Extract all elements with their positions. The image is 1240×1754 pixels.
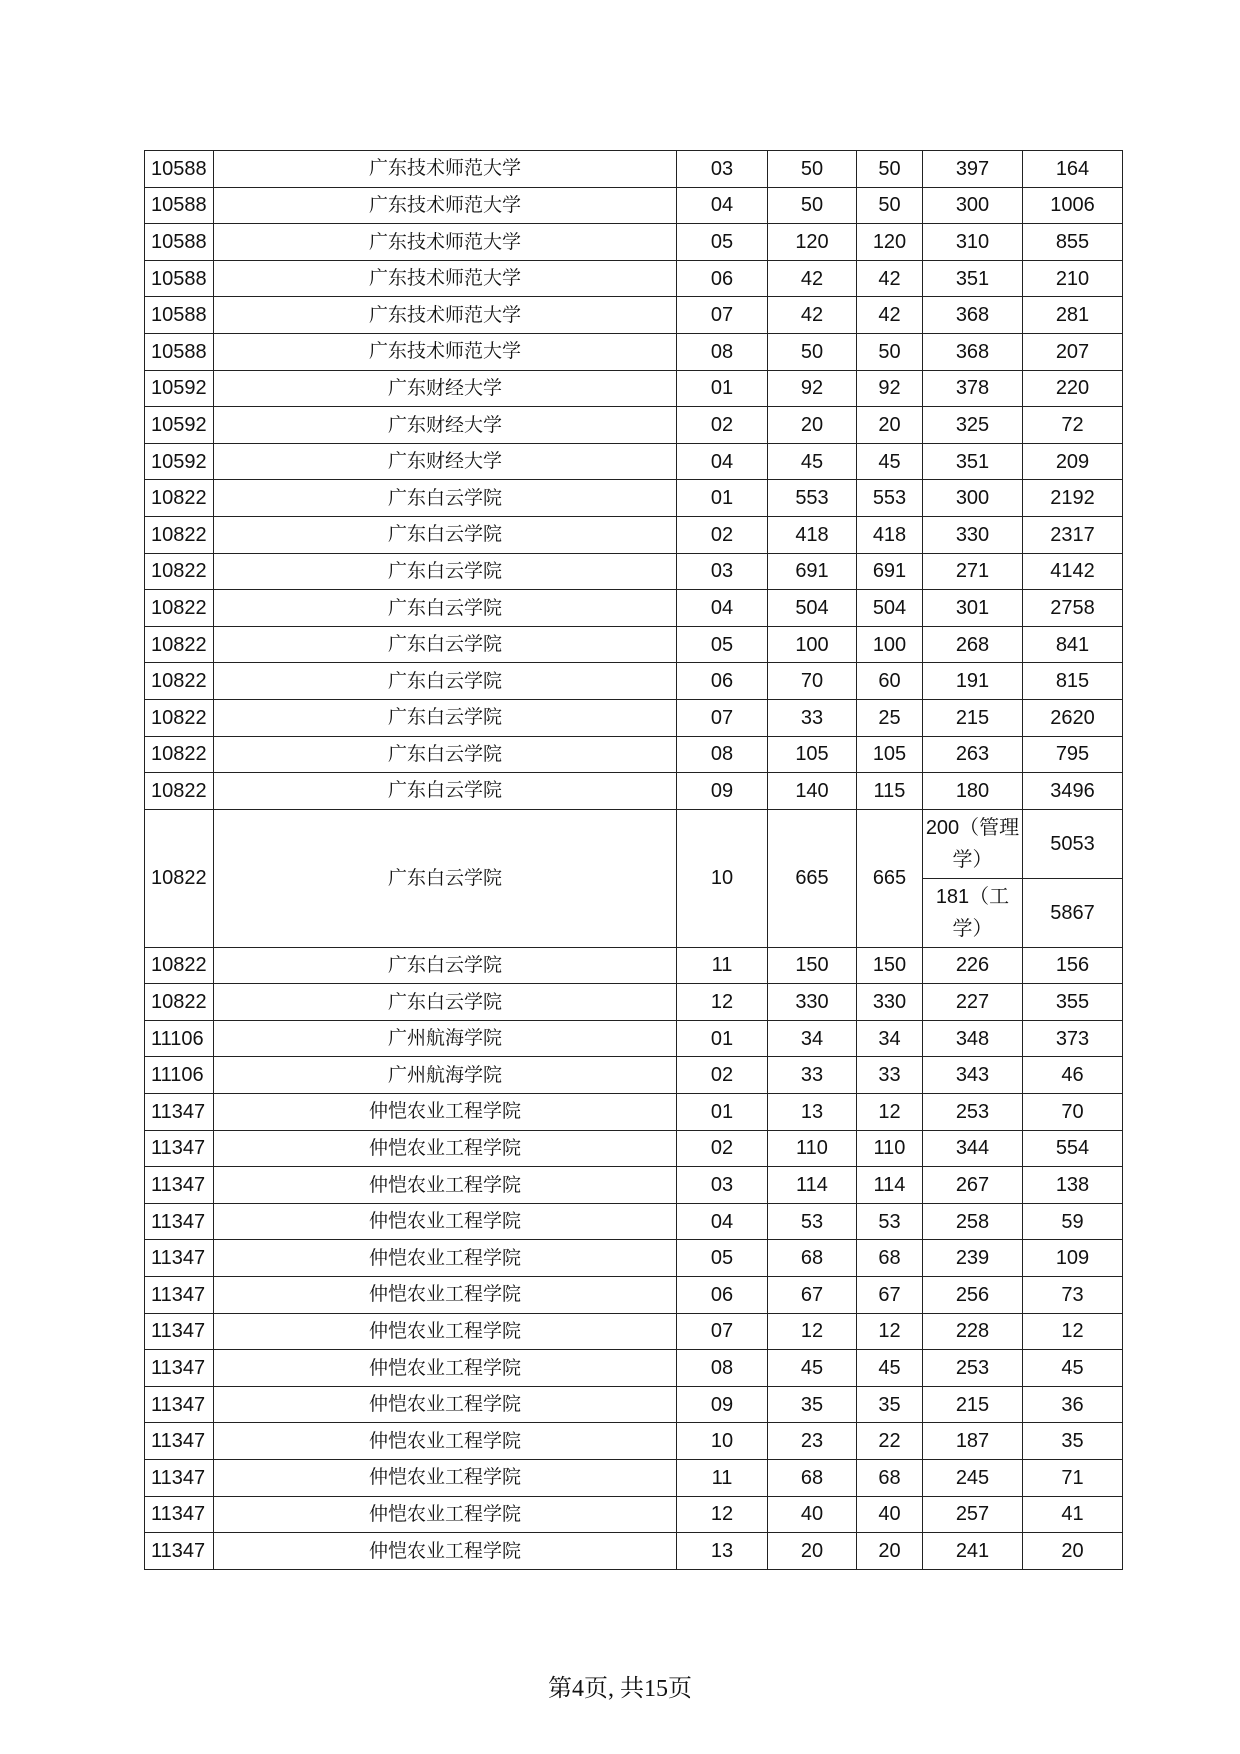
cell-value-1: 40 [768, 1496, 857, 1533]
cell-value-2: 504 [857, 590, 923, 627]
cell-score: 226 [923, 947, 1023, 984]
cell-name: 仲恺农业工程学院 [214, 1167, 677, 1204]
cell-score: 343 [923, 1057, 1023, 1094]
cell-value-2: 45 [857, 443, 923, 480]
cell-seq: 04 [677, 187, 768, 224]
cell-value-2: 25 [857, 699, 923, 736]
cell-value-2: 22 [857, 1423, 923, 1460]
cell-value-2: 330 [857, 984, 923, 1021]
cell-count: 1006 [1023, 187, 1123, 224]
cell-name: 广东白云学院 [214, 809, 677, 947]
cell-score: 368 [923, 297, 1023, 334]
table-row [145, 151, 1123, 188]
cell-name: 仲恺农业工程学院 [214, 1423, 677, 1460]
cell-code: 11347 [145, 1313, 214, 1350]
cell-code: 11347 [145, 1350, 214, 1387]
cell-value-2: 12 [857, 1094, 923, 1131]
cell-score: 253 [923, 1094, 1023, 1131]
cell-value-1: 691 [768, 553, 857, 590]
cell-count: 59 [1023, 1203, 1123, 1240]
cell-value-2: 33 [857, 1057, 923, 1094]
table-row [145, 187, 1123, 224]
cell-seq: 01 [677, 480, 768, 517]
cell-value-1: 33 [768, 699, 857, 736]
cell-count: 209 [1023, 443, 1123, 480]
table-row [145, 1313, 1123, 1350]
cell-score: 397 [923, 151, 1023, 188]
cell-value-1: 50 [768, 333, 857, 370]
cell-value-1: 35 [768, 1386, 857, 1423]
page-footer: 第4页, 共15页 [548, 1676, 692, 1702]
cell-value-2: 50 [857, 333, 923, 370]
cell-seq: 02 [677, 516, 768, 553]
cell-score: 180 [923, 773, 1023, 810]
cell-value-1: 20 [768, 1533, 857, 1570]
cell-name: 广东技术师范大学 [214, 151, 677, 188]
cell-score: 258 [923, 1203, 1023, 1240]
cell-value-1: 665 [768, 809, 857, 947]
cell-count: 2620 [1023, 699, 1123, 736]
cell-score: 300 [923, 187, 1023, 224]
cell-count: 156 [1023, 947, 1123, 984]
cell-code: 10588 [145, 297, 214, 334]
cell-count: 207 [1023, 333, 1123, 370]
cell-seq: 05 [677, 626, 768, 663]
table-row [145, 1167, 1123, 1204]
cell-value-2: 50 [857, 151, 923, 188]
cell-name: 广东白云学院 [214, 736, 677, 773]
cell-code: 11106 [145, 1057, 214, 1094]
table-row [145, 1130, 1123, 1167]
table-body-merged [145, 809, 1123, 947]
cell-code: 11347 [145, 1386, 214, 1423]
table-row [145, 516, 1123, 553]
cell-value-1: 418 [768, 516, 857, 553]
cell-code: 10588 [145, 151, 214, 188]
cell-score: 263 [923, 736, 1023, 773]
table-row [145, 1203, 1123, 1240]
cell-name: 仲恺农业工程学院 [214, 1533, 677, 1570]
cell-name: 仲恺农业工程学院 [214, 1203, 677, 1240]
cell-seq: 09 [677, 773, 768, 810]
table-row [145, 1020, 1123, 1057]
cell-seq: 08 [677, 333, 768, 370]
table-row [145, 1057, 1123, 1094]
cell-value-1: 110 [768, 1130, 857, 1167]
cell-value-1: 553 [768, 480, 857, 517]
cell-seq: 01 [677, 1094, 768, 1131]
cell-name: 广东技术师范大学 [214, 333, 677, 370]
cell-score-management: 200（管理学） [923, 809, 1023, 878]
cell-name: 广东技术师范大学 [214, 297, 677, 334]
table-row [145, 699, 1123, 736]
cell-value-2: 150 [857, 947, 923, 984]
table-row [145, 407, 1123, 444]
cell-code: 10822 [145, 626, 214, 663]
cell-name: 仲恺农业工程学院 [214, 1460, 677, 1497]
table-row [145, 1350, 1123, 1387]
cell-count: 45 [1023, 1350, 1123, 1387]
cell-value-1: 23 [768, 1423, 857, 1460]
cell-count-engineering: 5867 [1023, 878, 1123, 947]
cell-seq: 07 [677, 699, 768, 736]
cell-count: 355 [1023, 984, 1123, 1021]
cell-score: 187 [923, 1423, 1023, 1460]
table-row [145, 736, 1123, 773]
table-row [145, 370, 1123, 407]
cell-seq: 01 [677, 370, 768, 407]
cell-code: 10822 [145, 736, 214, 773]
table-row [145, 260, 1123, 297]
cell-name: 仲恺农业工程学院 [214, 1130, 677, 1167]
cell-code: 10822 [145, 553, 214, 590]
table-row [145, 663, 1123, 700]
cell-seq: 03 [677, 151, 768, 188]
cell-value-2: 68 [857, 1240, 923, 1277]
table-row [145, 1094, 1123, 1131]
cell-name: 广东白云学院 [214, 773, 677, 810]
cell-score: 378 [923, 370, 1023, 407]
cell-score: 330 [923, 516, 1023, 553]
cell-name: 广州航海学院 [214, 1057, 677, 1094]
cell-name: 广东财经大学 [214, 407, 677, 444]
cell-name: 仲恺农业工程学院 [214, 1386, 677, 1423]
cell-code: 11347 [145, 1423, 214, 1460]
cell-count: 795 [1023, 736, 1123, 773]
cell-value-1: 504 [768, 590, 857, 627]
cell-code: 11347 [145, 1094, 214, 1131]
cell-value-2: 53 [857, 1203, 923, 1240]
cell-count: 35 [1023, 1423, 1123, 1460]
cell-code: 11347 [145, 1533, 214, 1570]
cell-score: 271 [923, 553, 1023, 590]
cell-value-2: 40 [857, 1496, 923, 1533]
cell-value-2: 120 [857, 224, 923, 261]
table-row [145, 443, 1123, 480]
cell-seq: 04 [677, 590, 768, 627]
cell-score: 368 [923, 333, 1023, 370]
cell-code: 11347 [145, 1277, 214, 1314]
cell-count: 2192 [1023, 480, 1123, 517]
cell-value-2: 110 [857, 1130, 923, 1167]
table-row [145, 590, 1123, 627]
cell-name: 广东白云学院 [214, 516, 677, 553]
cell-seq: 02 [677, 1130, 768, 1167]
table-row [145, 1496, 1123, 1533]
cell-seq: 10 [677, 1423, 768, 1460]
cell-count: 41 [1023, 1496, 1123, 1533]
cell-code: 10822 [145, 947, 214, 984]
cell-seq: 08 [677, 1350, 768, 1387]
cell-code: 10822 [145, 516, 214, 553]
cell-value-2: 45 [857, 1350, 923, 1387]
table-row [145, 1460, 1123, 1497]
cell-seq: 01 [677, 1020, 768, 1057]
cell-value-2: 418 [857, 516, 923, 553]
cell-code: 11347 [145, 1203, 214, 1240]
cell-code: 11347 [145, 1240, 214, 1277]
cell-code: 11106 [145, 1020, 214, 1057]
cell-score-engineering: 181（工学） [923, 878, 1023, 947]
cell-seq: 08 [677, 736, 768, 773]
cell-seq: 06 [677, 663, 768, 700]
cell-seq: 04 [677, 443, 768, 480]
cell-value-1: 120 [768, 224, 857, 261]
cell-seq: 06 [677, 1277, 768, 1314]
cell-seq: 03 [677, 1167, 768, 1204]
cell-seq: 06 [677, 260, 768, 297]
cell-name: 仲恺农业工程学院 [214, 1496, 677, 1533]
cell-score: 215 [923, 1386, 1023, 1423]
table-row [145, 1423, 1123, 1460]
cell-score: 245 [923, 1460, 1023, 1497]
data-table [144, 150, 1123, 1570]
cell-value-2: 68 [857, 1460, 923, 1497]
cell-name: 广州航海学院 [214, 1020, 677, 1057]
cell-name: 广东财经大学 [214, 443, 677, 480]
cell-value-2: 92 [857, 370, 923, 407]
cell-score: 310 [923, 224, 1023, 261]
cell-code: 10588 [145, 333, 214, 370]
table-row [145, 1277, 1123, 1314]
cell-value-1: 70 [768, 663, 857, 700]
cell-value-1: 13 [768, 1094, 857, 1131]
cell-seq: 07 [677, 297, 768, 334]
cell-value-1: 45 [768, 1350, 857, 1387]
cell-seq: 02 [677, 1057, 768, 1094]
cell-value-1: 42 [768, 260, 857, 297]
table-row [145, 1240, 1123, 1277]
cell-seq: 05 [677, 1240, 768, 1277]
cell-code: 10592 [145, 370, 214, 407]
cell-count: 855 [1023, 224, 1123, 261]
cell-value-2: 691 [857, 553, 923, 590]
table-row [145, 333, 1123, 370]
cell-value-1: 67 [768, 1277, 857, 1314]
cell-count: 36 [1023, 1386, 1123, 1423]
cell-count: 73 [1023, 1277, 1123, 1314]
table-body-top [145, 151, 1123, 810]
cell-value-1: 50 [768, 187, 857, 224]
cell-value-2: 12 [857, 1313, 923, 1350]
cell-seq: 13 [677, 1533, 768, 1570]
cell-count: 72 [1023, 407, 1123, 444]
cell-code: 11347 [145, 1460, 214, 1497]
cell-name: 广东白云学院 [214, 590, 677, 627]
cell-name: 广东技术师范大学 [214, 260, 677, 297]
cell-count: 2758 [1023, 590, 1123, 627]
cell-value-1: 12 [768, 1313, 857, 1350]
cell-code: 10822 [145, 773, 214, 810]
cell-count: 46 [1023, 1057, 1123, 1094]
cell-score: 301 [923, 590, 1023, 627]
cell-name: 广东财经大学 [214, 370, 677, 407]
cell-count: 210 [1023, 260, 1123, 297]
cell-seq: 10 [677, 809, 768, 947]
table-row [145, 626, 1123, 663]
cell-name: 广东白云学院 [214, 626, 677, 663]
cell-name: 仲恺农业工程学院 [214, 1313, 677, 1350]
cell-count: 3496 [1023, 773, 1123, 810]
cell-score: 257 [923, 1496, 1023, 1533]
cell-count: 815 [1023, 663, 1123, 700]
cell-count: 164 [1023, 151, 1123, 188]
cell-count: 71 [1023, 1460, 1123, 1497]
cell-count: 373 [1023, 1020, 1123, 1057]
cell-count: 281 [1023, 297, 1123, 334]
table-row [145, 224, 1123, 261]
cell-seq: 09 [677, 1386, 768, 1423]
cell-seq: 07 [677, 1313, 768, 1350]
cell-code: 10588 [145, 224, 214, 261]
cell-value-1: 53 [768, 1203, 857, 1240]
cell-value-2: 35 [857, 1386, 923, 1423]
cell-value-1: 68 [768, 1240, 857, 1277]
cell-count: 138 [1023, 1167, 1123, 1204]
cell-count: 12 [1023, 1313, 1123, 1350]
cell-name: 广东白云学院 [214, 984, 677, 1021]
cell-value-2: 42 [857, 297, 923, 334]
cell-value-1: 45 [768, 443, 857, 480]
cell-name: 仲恺农业工程学院 [214, 1350, 677, 1387]
table-row-merged [145, 809, 1123, 878]
cell-score: 300 [923, 480, 1023, 517]
cell-score: 241 [923, 1533, 1023, 1570]
cell-value-1: 50 [768, 151, 857, 188]
cell-score: 253 [923, 1350, 1023, 1387]
cell-name: 仲恺农业工程学院 [214, 1094, 677, 1131]
cell-score: 348 [923, 1020, 1023, 1057]
cell-score: 351 [923, 260, 1023, 297]
table-body-bottom [145, 947, 1123, 1569]
cell-code: 11347 [145, 1496, 214, 1533]
cell-score: 256 [923, 1277, 1023, 1314]
cell-seq: 11 [677, 947, 768, 984]
cell-value-2: 665 [857, 809, 923, 947]
cell-count: 20 [1023, 1533, 1123, 1570]
table-row [145, 553, 1123, 590]
cell-code: 10592 [145, 407, 214, 444]
cell-code: 10588 [145, 187, 214, 224]
cell-value-1: 140 [768, 773, 857, 810]
cell-count: 841 [1023, 626, 1123, 663]
cell-code: 10592 [145, 443, 214, 480]
cell-value-1: 42 [768, 297, 857, 334]
cell-value-1: 105 [768, 736, 857, 773]
cell-code: 10822 [145, 699, 214, 736]
table-row [145, 773, 1123, 810]
cell-value-1: 33 [768, 1057, 857, 1094]
cell-value-2: 42 [857, 260, 923, 297]
cell-seq: 02 [677, 407, 768, 444]
cell-value-1: 150 [768, 947, 857, 984]
cell-name: 广东白云学院 [214, 663, 677, 700]
table-row [145, 984, 1123, 1021]
cell-count: 109 [1023, 1240, 1123, 1277]
cell-code: 10588 [145, 260, 214, 297]
cell-code: 10822 [145, 809, 214, 947]
cell-count-management: 5053 [1023, 809, 1123, 878]
cell-code: 11347 [145, 1167, 214, 1204]
cell-value-2: 105 [857, 736, 923, 773]
cell-count: 70 [1023, 1094, 1123, 1131]
cell-count: 554 [1023, 1130, 1123, 1167]
cell-value-1: 20 [768, 407, 857, 444]
cell-value-1: 68 [768, 1460, 857, 1497]
cell-seq: 12 [677, 984, 768, 1021]
cell-name: 广东技术师范大学 [214, 187, 677, 224]
cell-value-2: 67 [857, 1277, 923, 1314]
cell-value-1: 330 [768, 984, 857, 1021]
cell-name: 广东技术师范大学 [214, 224, 677, 261]
table-row [145, 947, 1123, 984]
cell-value-1: 34 [768, 1020, 857, 1057]
cell-name: 仲恺农业工程学院 [214, 1240, 677, 1277]
cell-count: 4142 [1023, 553, 1123, 590]
cell-seq: 03 [677, 553, 768, 590]
cell-score: 191 [923, 663, 1023, 700]
cell-seq: 11 [677, 1460, 768, 1497]
cell-name: 广东白云学院 [214, 947, 677, 984]
cell-value-2: 115 [857, 773, 923, 810]
cell-value-1: 92 [768, 370, 857, 407]
cell-seq: 05 [677, 224, 768, 261]
table-row [145, 480, 1123, 517]
table-row [145, 297, 1123, 334]
cell-seq: 04 [677, 1203, 768, 1240]
cell-name: 广东白云学院 [214, 480, 677, 517]
cell-score: 227 [923, 984, 1023, 1021]
table-row [145, 1386, 1123, 1423]
cell-code: 10822 [145, 480, 214, 517]
cell-score: 344 [923, 1130, 1023, 1167]
cell-code: 10822 [145, 984, 214, 1021]
cell-score: 268 [923, 626, 1023, 663]
cell-code: 11347 [145, 1130, 214, 1167]
cell-name: 仲恺农业工程学院 [214, 1277, 677, 1314]
cell-score: 239 [923, 1240, 1023, 1277]
cell-value-2: 20 [857, 1533, 923, 1570]
cell-code: 10822 [145, 590, 214, 627]
cell-value-2: 50 [857, 187, 923, 224]
cell-value-2: 100 [857, 626, 923, 663]
cell-count: 2317 [1023, 516, 1123, 553]
table-row [145, 1533, 1123, 1570]
cell-score: 215 [923, 699, 1023, 736]
cell-score: 351 [923, 443, 1023, 480]
cell-value-2: 20 [857, 407, 923, 444]
cell-value-2: 60 [857, 663, 923, 700]
cell-score: 228 [923, 1313, 1023, 1350]
cell-value-2: 553 [857, 480, 923, 517]
cell-code: 10822 [145, 663, 214, 700]
cell-score: 325 [923, 407, 1023, 444]
cell-value-2: 34 [857, 1020, 923, 1057]
cell-name: 广东白云学院 [214, 699, 677, 736]
cell-count: 220 [1023, 370, 1123, 407]
cell-score: 267 [923, 1167, 1023, 1204]
cell-value-1: 114 [768, 1167, 857, 1204]
cell-seq: 12 [677, 1496, 768, 1533]
cell-value-1: 100 [768, 626, 857, 663]
cell-name: 广东白云学院 [214, 553, 677, 590]
cell-value-2: 114 [857, 1167, 923, 1204]
